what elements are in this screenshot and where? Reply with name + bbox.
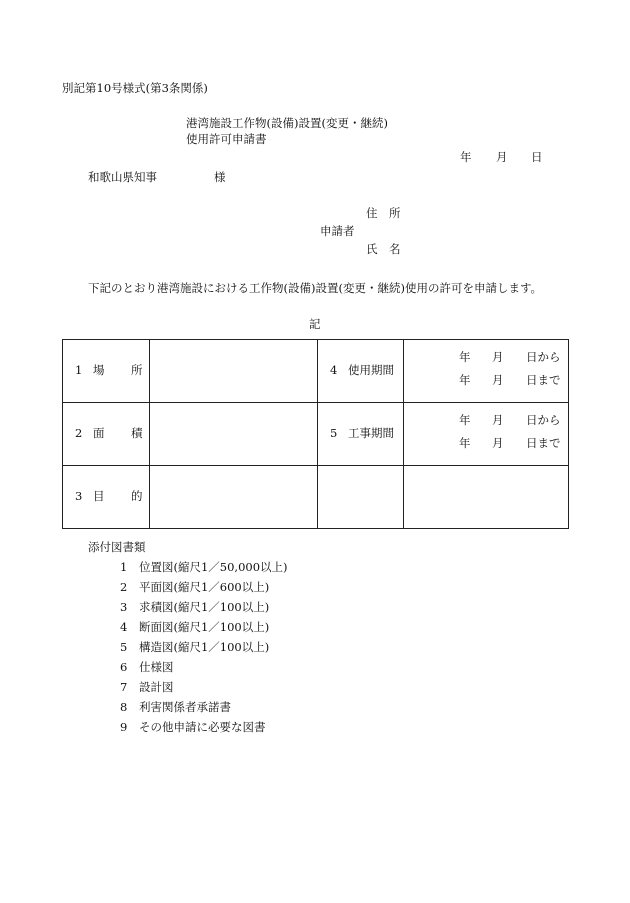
addressee: 和歌山県知事 (88, 170, 157, 184)
date-day-label: 日 (531, 150, 543, 164)
label-char: 所 (131, 363, 143, 378)
date-year-label: 年 (460, 150, 472, 164)
label-char: 目 (93, 489, 105, 504)
label-char: 面 (93, 426, 105, 441)
attachment-number: 2 (120, 580, 128, 594)
attachment-number: 1 (120, 560, 128, 574)
row-number: 4 (330, 363, 338, 378)
attachment-number: 9 (120, 720, 128, 734)
form-title-line1: 港湾施設工作物(設備)設置(変更・継続) (186, 116, 388, 130)
construction-period-from (404, 415, 568, 429)
month-label: 月 (492, 436, 504, 450)
attachment-text: 利害関係者承諾書 (139, 700, 231, 714)
row-number: 5 (330, 426, 338, 441)
usage-period-label-cell (318, 340, 404, 403)
attachment-item (120, 582, 269, 594)
label-char: 的 (131, 489, 143, 504)
year-label: 年 (459, 413, 471, 427)
row-number: 1 (75, 363, 83, 378)
construction-period-label: 工事期間 (348, 426, 394, 441)
attachment-item (120, 622, 269, 634)
year-label: 年 (459, 350, 471, 364)
attachment-number: 4 (120, 620, 128, 634)
area-value-cell[interactable] (150, 403, 318, 466)
area-label-cell (63, 403, 150, 466)
day-from-label: 日から (526, 350, 561, 364)
construction-period-label-cell (318, 403, 404, 466)
construction-period-to (404, 438, 568, 452)
table-row-purpose (63, 466, 569, 529)
usage-period-value-cell[interactable] (404, 340, 569, 403)
table-row-location (63, 340, 569, 403)
honorific: 様 (214, 170, 226, 184)
attachment-item (120, 722, 266, 734)
month-label: 月 (492, 350, 504, 364)
attachment-number: 3 (120, 600, 128, 614)
attachment-number: 8 (120, 700, 128, 714)
attachment-item (120, 602, 269, 614)
year-label: 年 (459, 373, 471, 387)
applicant-name-label: 氏 名 (366, 242, 401, 256)
usage-period-from (404, 352, 568, 366)
attachment-text: 位置図(縮尺1／50,000以上) (139, 560, 288, 574)
applicant-label: 申請者 (320, 224, 355, 238)
row-number: 2 (75, 426, 83, 441)
attachment-number: 6 (120, 660, 128, 674)
purpose-extra-cell-2[interactable] (404, 466, 569, 529)
attachment-text: 断面図(縮尺1／100以上) (139, 620, 270, 634)
attachment-number: 7 (120, 680, 128, 694)
purpose-extra-cell[interactable] (318, 466, 404, 529)
purpose-label-cell (63, 466, 150, 529)
attachment-text: 設計図 (139, 680, 174, 694)
attachment-item (120, 662, 174, 674)
attachment-item (120, 642, 269, 654)
attachment-text: 求積図(縮尺1／100以上) (139, 600, 270, 614)
attachments-heading: 添付図書類 (88, 540, 146, 554)
date-month-label: 月 (496, 150, 508, 164)
body-text: 下記のとおり港湾施設における工作物(設備)設置(変更・継続)使用の許可を申請します。 (88, 281, 543, 295)
attachment-item (120, 702, 231, 714)
form-number: 別記第10号様式(第3条関係) (62, 81, 208, 95)
label-char: 場 (93, 363, 105, 378)
attachment-item (120, 562, 288, 574)
year-label: 年 (459, 436, 471, 450)
usage-period-to (404, 375, 568, 389)
form-title-line2: 使用許可申請書 (186, 132, 267, 146)
attachment-text: 構造図(縮尺1／100以上) (139, 640, 270, 654)
attachment-number: 5 (120, 640, 128, 654)
location-label-cell (63, 340, 150, 403)
label-char: 積 (131, 426, 143, 441)
day-from-label: 日から (526, 413, 561, 427)
purpose-value-cell[interactable] (150, 466, 318, 529)
month-label: 月 (492, 373, 504, 387)
attachment-text: その他申請に必要な図書 (139, 720, 266, 734)
day-to-label: 日まで (526, 436, 561, 450)
attachment-text: 平面図(縮尺1／600以上) (139, 580, 270, 594)
usage-period-label: 使用期間 (348, 363, 394, 378)
table-row-area (63, 403, 569, 466)
attachment-text: 仕様図 (139, 660, 174, 674)
location-value-cell[interactable] (150, 340, 318, 403)
day-to-label: 日まで (526, 373, 561, 387)
ki-label: 記 (309, 317, 321, 331)
row-number: 3 (75, 489, 83, 504)
construction-period-value-cell[interactable] (404, 403, 569, 466)
attachment-item (120, 682, 174, 694)
applicant-address-label: 住 所 (366, 206, 401, 220)
application-table (62, 339, 569, 529)
month-label: 月 (492, 413, 504, 427)
